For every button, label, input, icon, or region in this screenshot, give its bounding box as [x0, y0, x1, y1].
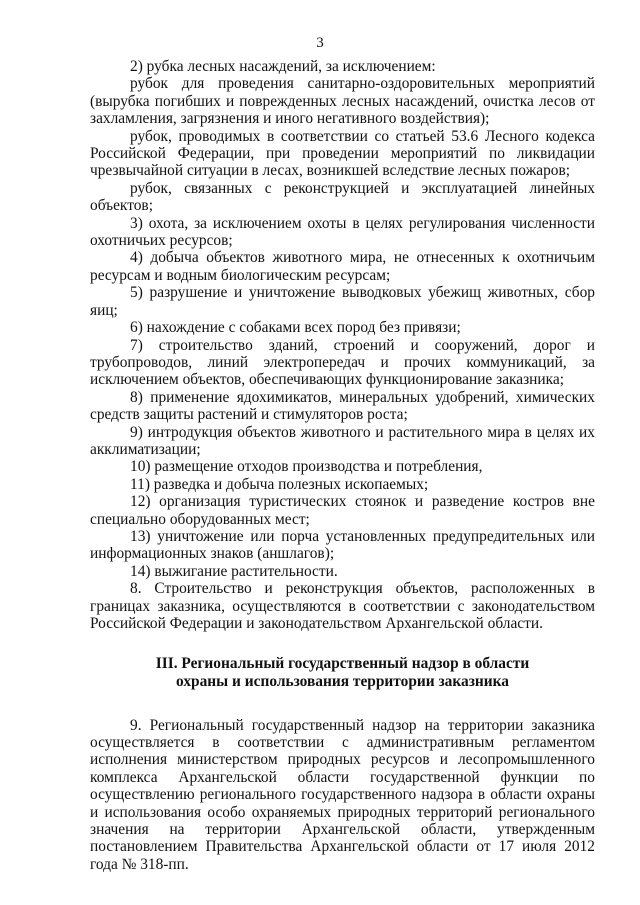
paragraph-linear-objects: рубок, связанных с реконструкцией и эксплуатацией линейных объектов; [90, 179, 595, 215]
paragraph-fire-felling: рубок, проводимых в соответствии со статьей 53.6 Лесного кодекса Российской Федерации, при проведении мероприятий по ликвидации чрезвычайной ситуации в лесах, возникшей вследствие лесных пожаров; [90, 127, 595, 180]
paragraph-clause-9: 9. Региональный государственный надзор на территории заказника осуществляется в соответствии с административным регламентом исполнения министерством природных ресурсов и лесопромышленного комплекса Архангельской области государственной функции по осуществлению регионального государственного надзора в области охраны и использования особо охраняемых природных территорий регионального значения на территории Архангельской области, утвержденным постановлением Правительства Архангельской области от 17 июля 2012 года № 318-пп. [90, 716, 595, 873]
paragraph-item-8: 8) применение ядохимикатов, минеральных удобрений, химических средств защиты растений и стимуляторов роста; [90, 388, 595, 424]
paragraph-item-7: 7) строительство зданий, строений и сооружений, дорог и трубопроводов, линий электропередач и прочих коммуникаций, за исключением объектов, обеспечивающих функционирование заказника; [90, 336, 595, 389]
paragraph-item-2: 2) рубка лесных насаждений, за исключением: [130, 58, 436, 75]
document-body [90, 58, 595, 873]
paragraph-clause-8: 8. Строительство и реконструкция объектов, расположенных в границах заказника, осуществляются в соответствии с законодательством Российской Федерации и законодательством Архангельской области. [90, 580, 595, 632]
paragraph-item-3: 3) охота, за исключением охоты в целях регулирования численности охотничьих ресурсов; [90, 214, 595, 250]
paragraph-item-4: 4) добыча объектов животного мира, не отнесенных к охотничьим ресурсам и водным биологическим ресурсам; [90, 249, 595, 284]
paragraph-item-5: 5) разрушение и уничтожение выводковых убежищ животных, сбор яиц; [90, 284, 595, 319]
paragraph-item-6: 6) нахождение с собаками всех пород без привязи; [130, 319, 461, 337]
page-number: 3 [316, 35, 324, 51]
paragraph-item-14: 14) выжигание растительности. [130, 562, 338, 580]
paragraph-item-11: 11) разведка и добыча полезных ископаемых; [130, 475, 429, 493]
section-heading-line-2: охраны и использования территории заказника [176, 673, 509, 690]
section-heading-line-1: III. Региональный государственный надзор в области [155, 655, 530, 673]
paragraph-item-9: 9) интродукция объектов животного и растительного мира в целях их акклиматизации; [90, 423, 595, 458]
paragraph-item-13: 13) уничтожение или порча установленных предупредительных или информационных знаков (аншлагов); [90, 527, 595, 563]
paragraph-item-10: 10) размещение отходов производства и потребления, [130, 458, 483, 476]
paragraph-item-12: 12) организация туристических стоянок и разведение костров вне специально оборудованных мест; [90, 493, 595, 528]
section-heading [90, 655, 595, 690]
paragraph-sanitary-felling: рубок для проведения санитарно-оздоровительных мероприятий (вырубка погибших и поврежденных лесных насаждений, очистка лесов от захламления, загрязнения и иного негативного воздействия); [90, 75, 595, 128]
